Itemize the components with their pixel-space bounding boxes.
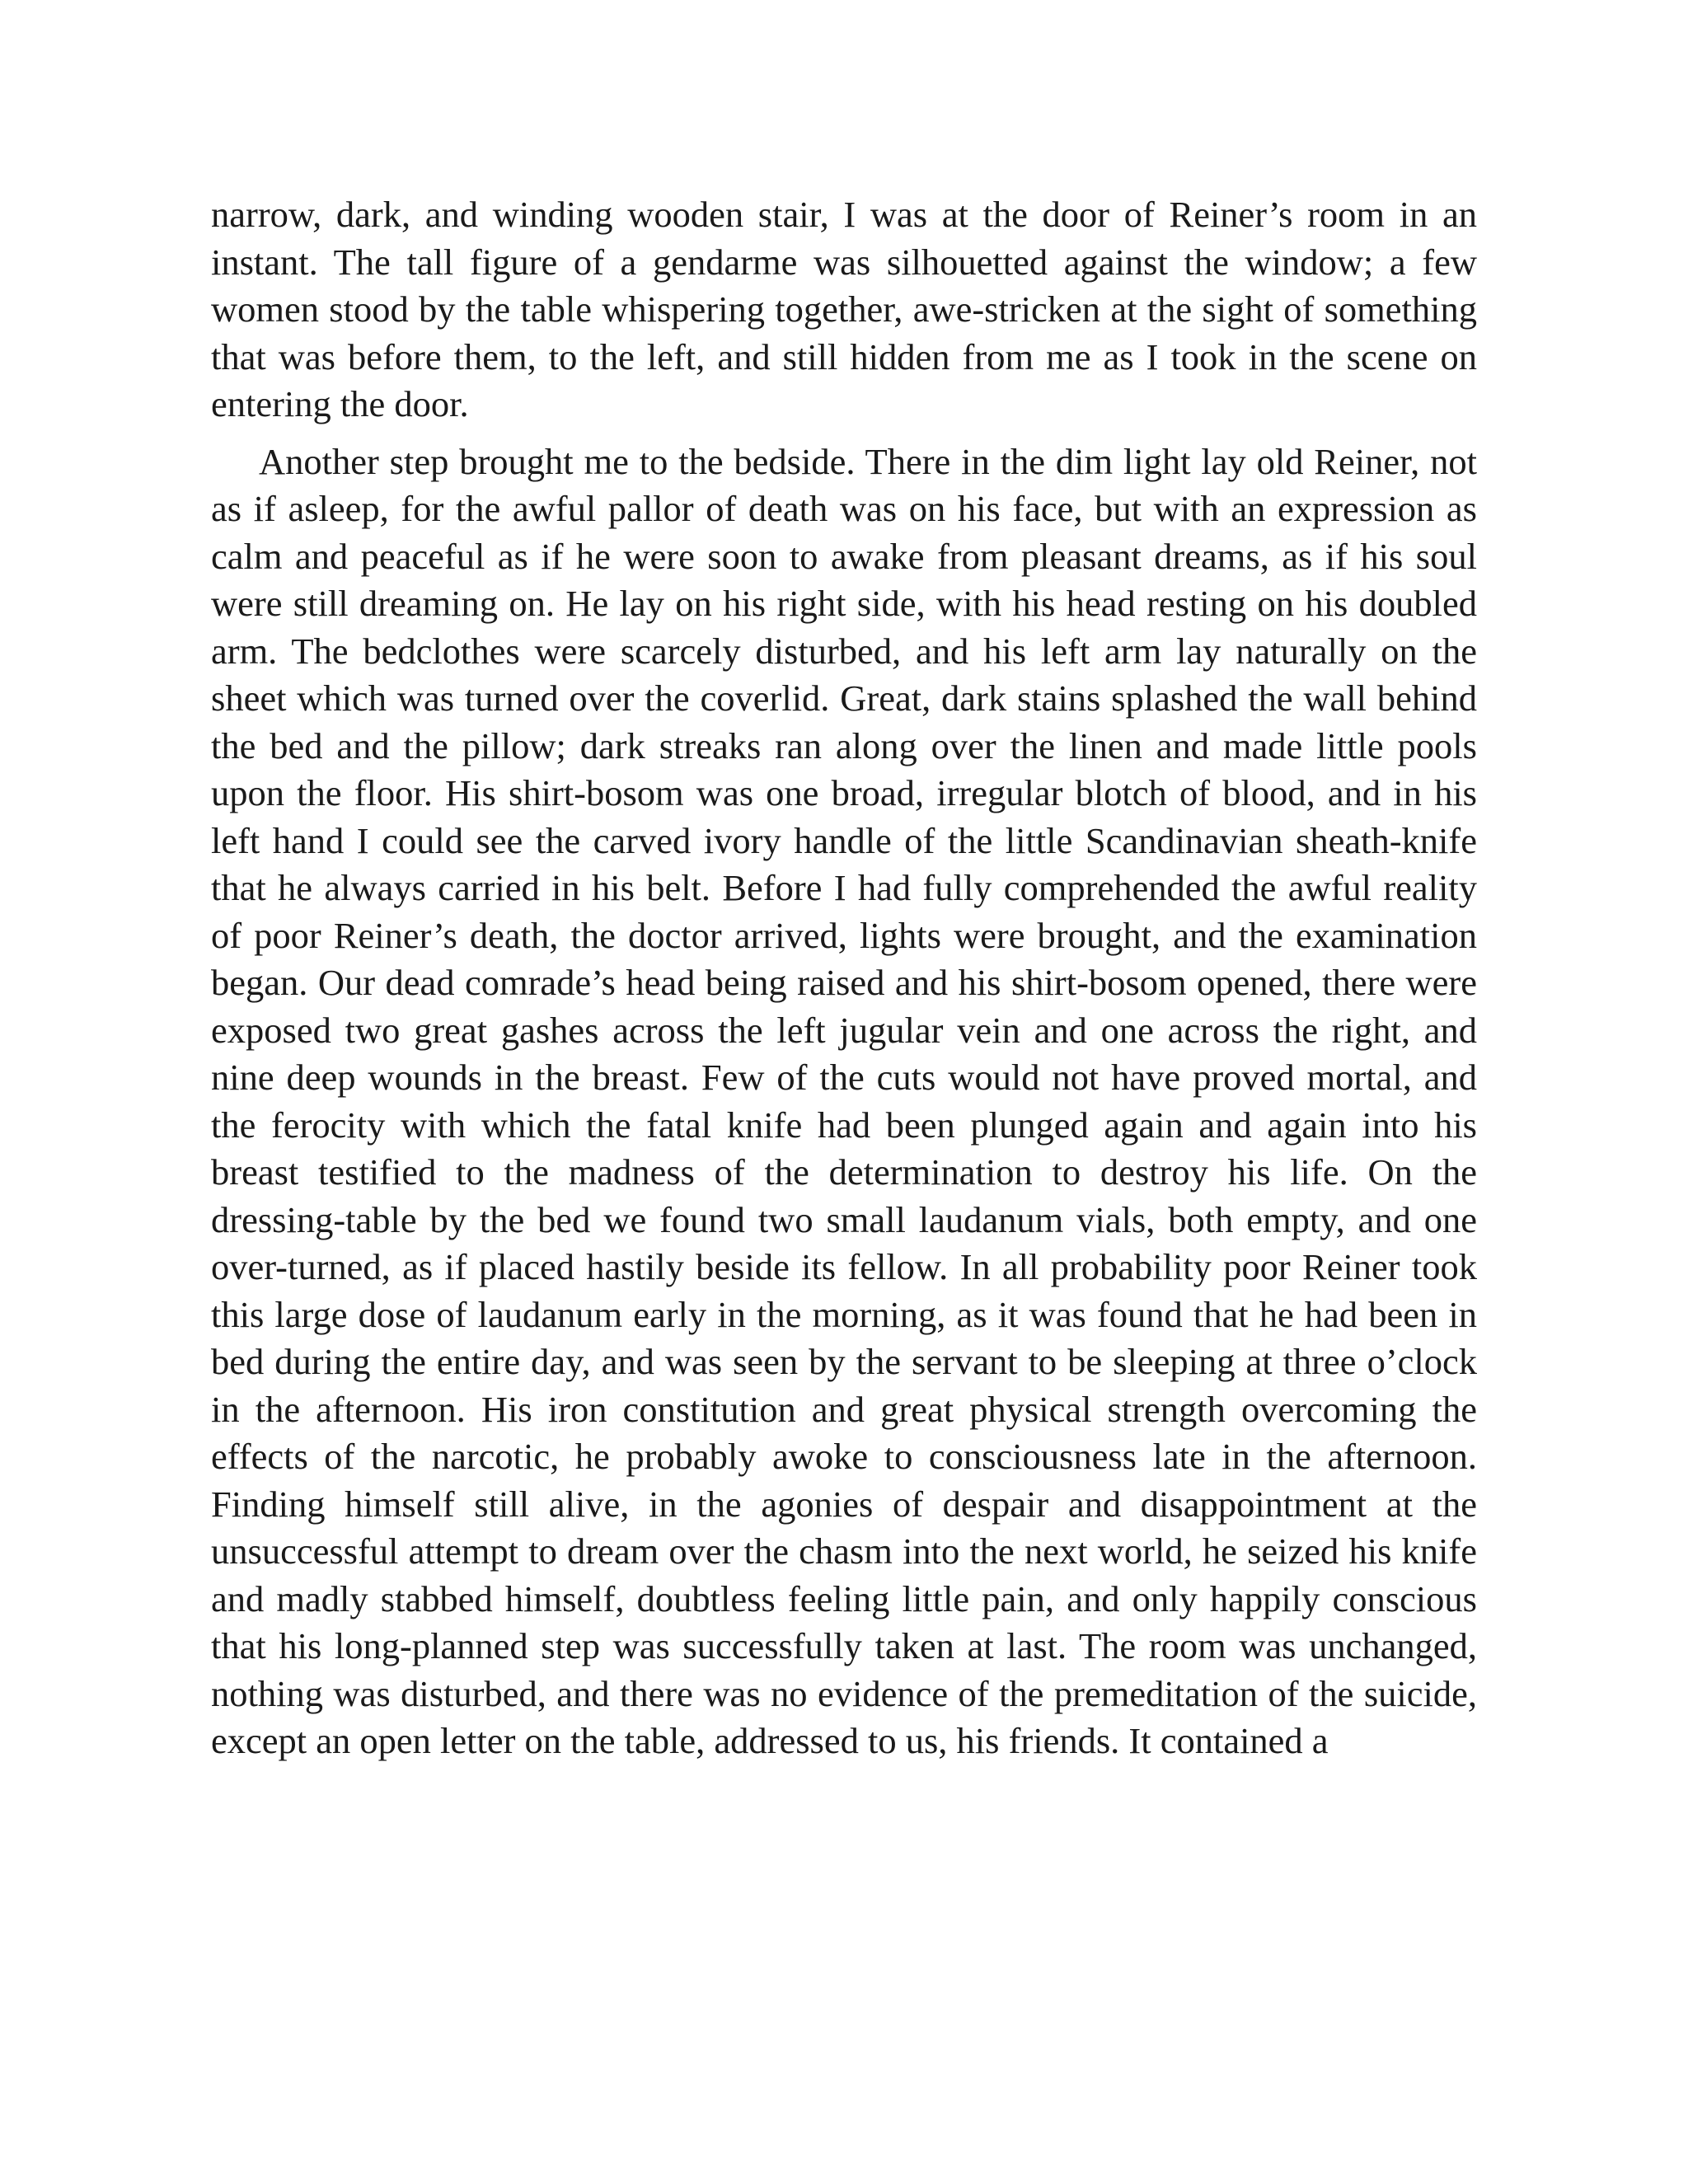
paragraph-continued: narrow, dark, and winding wooden stair, I was at the door of Reiner’s room in an instant. The tall figure of a gendarme was silhouetted against the window; a few women stood by the table whispering together, awe-stricken at the sight of something that was before them, to the left, and still hidden from me as I took in the scene on entering the door. <box>211 194 1477 424</box>
page-body <box>211 191 1477 1765</box>
paragraph-bedside: Another step brought me to the bedside. There in the dim light lay old Reiner, not as if asleep, for the awful pallor of death was on his face, but with an expression as calm and peaceful as if he were soon to awake from pleasant dreams, as if his soul were still dreaming on. He lay on his right side, with his head resting on his doubled arm. The bedclothes were scarcely disturbed, and his left arm lay naturally on the sheet which was turned over the coverlid. Great, dark stains splashed the wall behind the bed and the pillow; dark streaks ran along over the linen and made little pools upon the floor. His shirt-bosom was one broad, irregular blotch of blood, and in his left hand I could see the carved ivory handle of the little Scandinavian sheath-knife that he always carried in his belt. Before I had fully comprehended the awful reality of poor Reiner’s death, the doctor arrived, lights were brought, and the examination began. Our dead comrade’s head being raised and his shirt-bosom opened, there were exposed two great gashes across the left jugular vein and one across the right, and nine deep wounds in the breast. Few of the cuts would not have proved mortal, and the ferocity with which the fatal knife had been plunged again and again into his breast testified to the madness of the determination to destroy his life. On the dressing-table by the bed we found two small laudanum vials, both empty, and one over-turned, as if placed hastily beside its fellow. In all probability poor Reiner took this large dose of laudanum early in the morning, as it was found that he had been in bed during the entire day, and was seen by the servant to be sleeping at three o’clock in the afternoon. His iron constitution and great physical strength overcoming the effects of the narcotic, he probably awoke to consciousness late in the afternoon. Finding himself still alive, in the agonies of despair and disappointment at the unsuccessful attempt to dream over the chasm into the next world, he seized his knife and madly stabbed himself, doubtless feeling little pain, and only happily conscious that his long-planned step was successfully taken at last. The room was unchanged, nothing was disturbed, and there was no evidence of the premeditation of the suicide, except an open letter on the table, addressed to us, his friends. It contained a <box>211 440 1477 1761</box>
